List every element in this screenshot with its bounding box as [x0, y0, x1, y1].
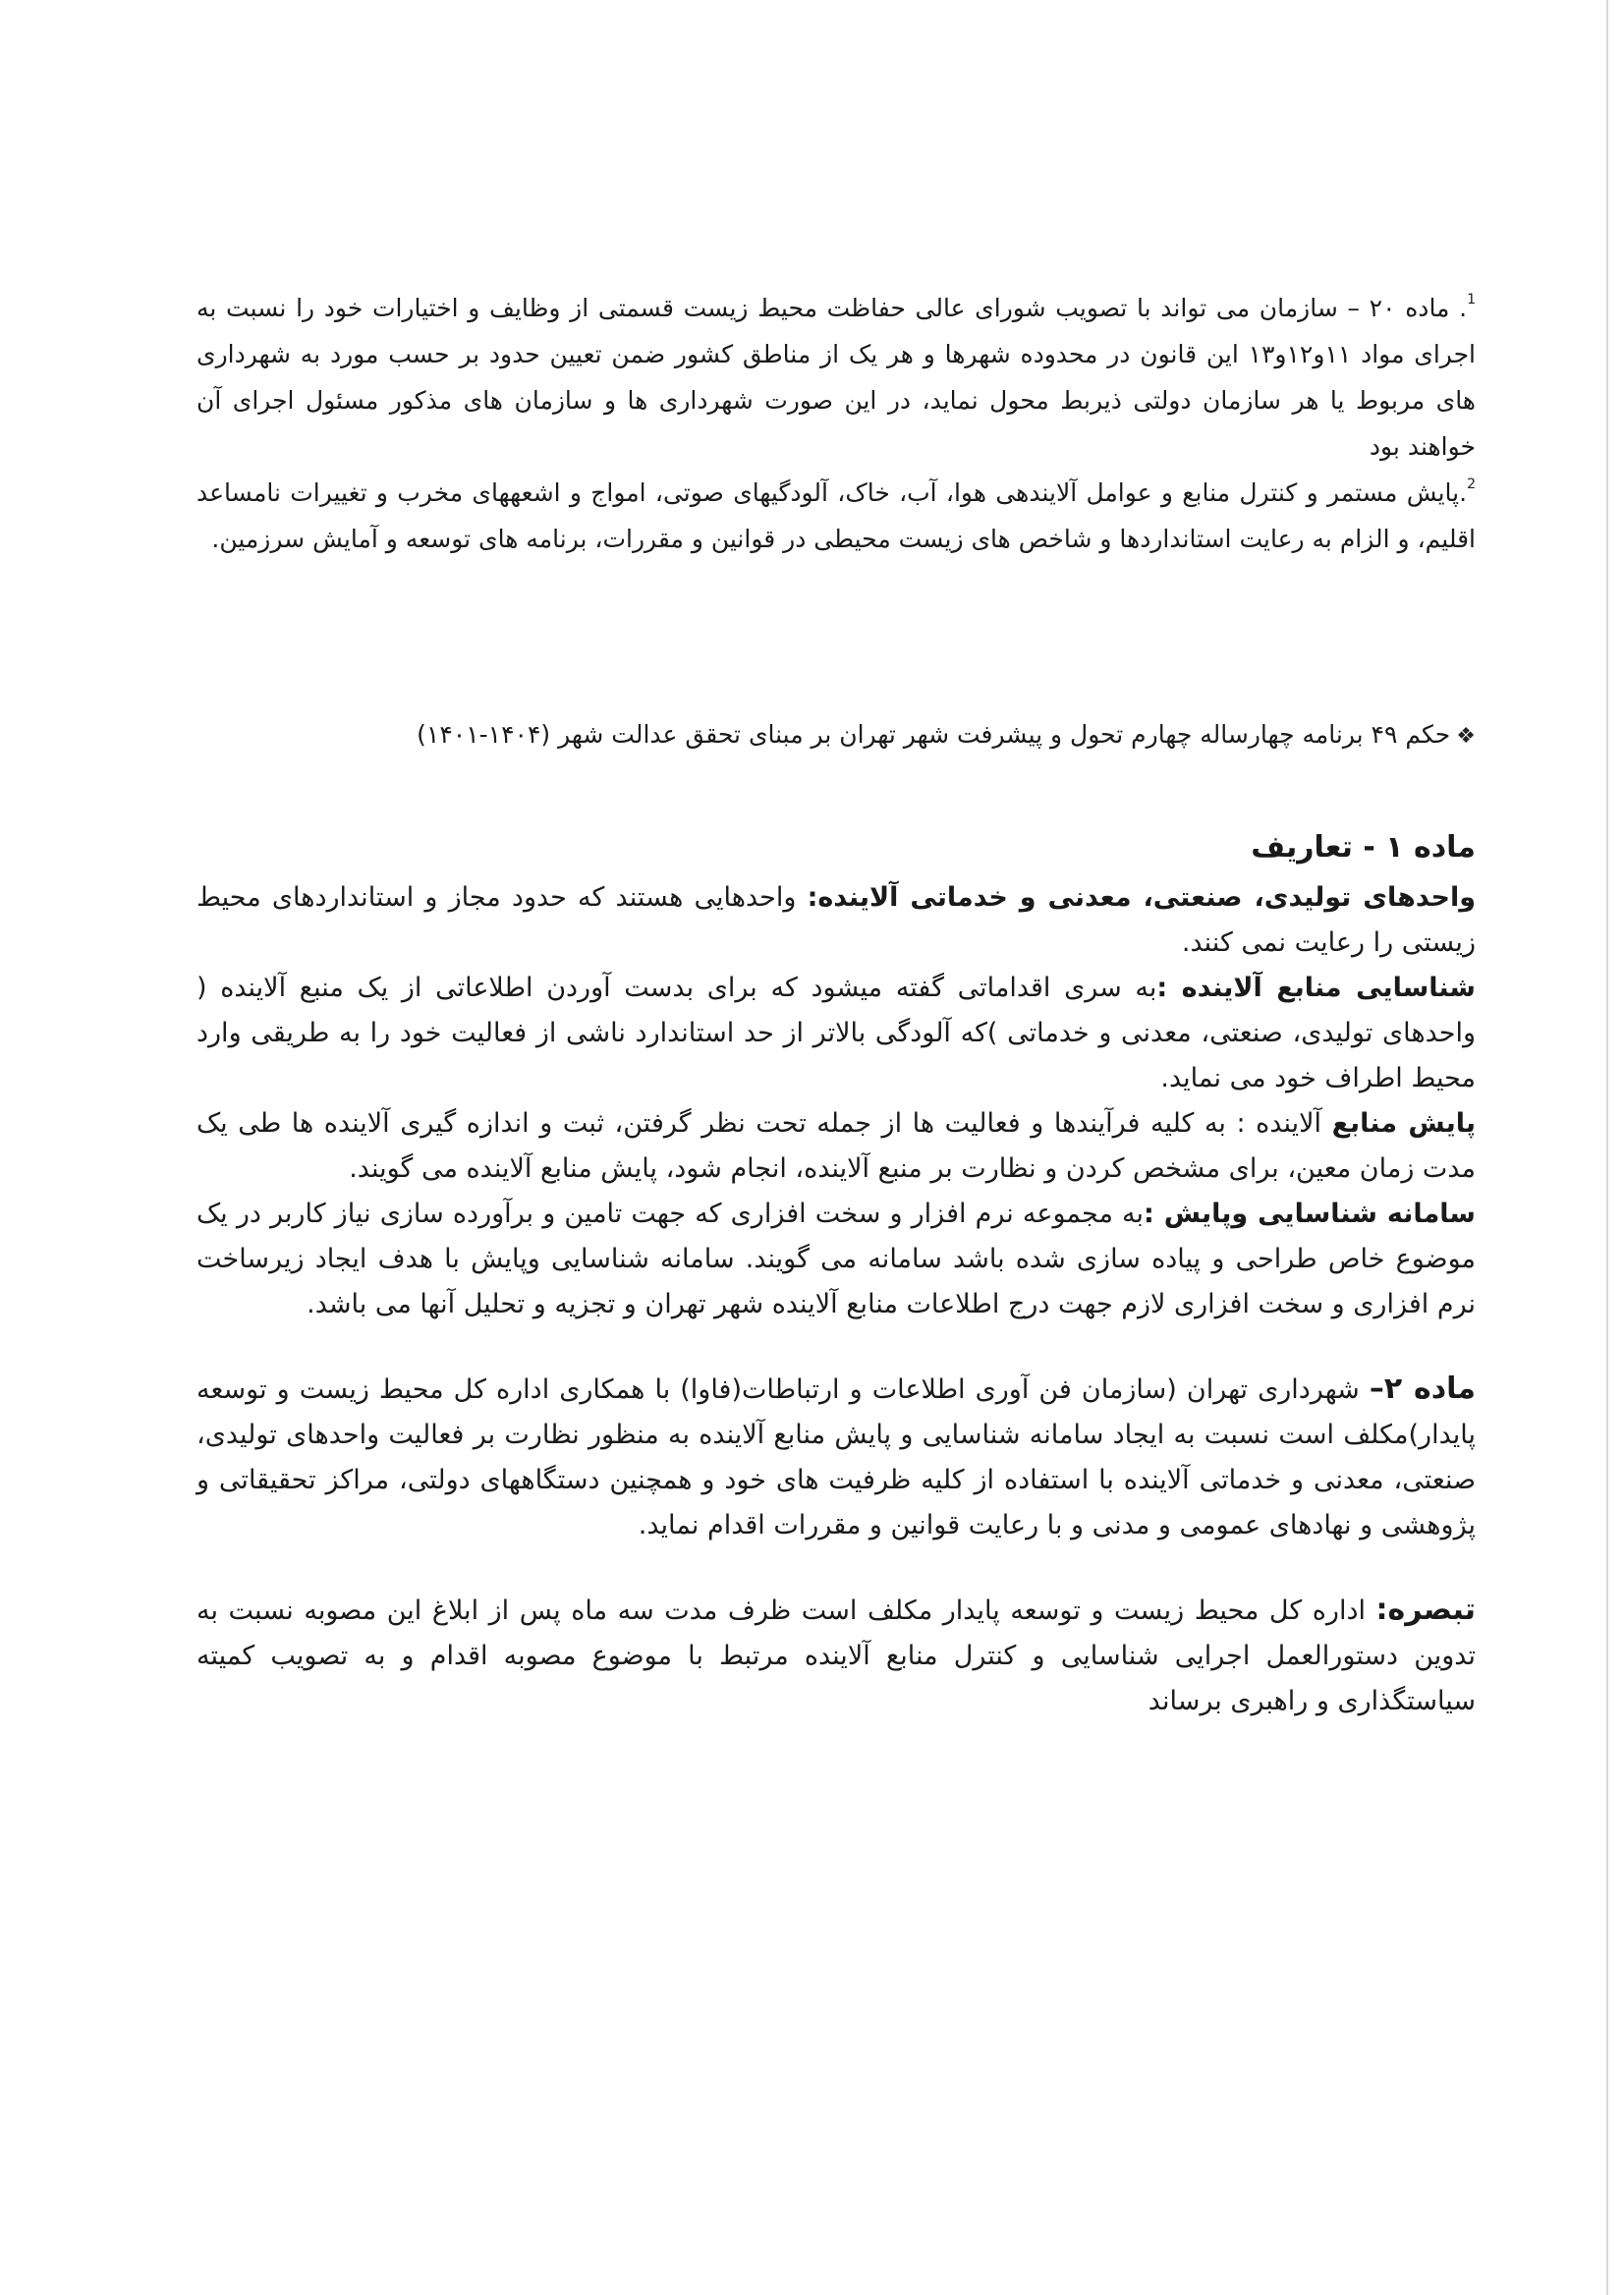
scan-edge-line: [1606, 0, 1608, 2295]
footnote-text: .پایش مستمر و کنترل منابع و عوامل آلایندهی هوا، آب، خاک، آلودگیهای صوتی، امواج و اشعههای مخرب و تغییرات نامساعد اقلیم، و الزام به رعایت استانداردها و شاخص های زیست محیطی در قوانین و مقررات، برنامه های توسعه و آمایش سرزمین.: [196, 478, 1476, 553]
diamond-bullet-icon: ❖: [1456, 724, 1476, 749]
spacer: [196, 1548, 1476, 1588]
article-2: [196, 1367, 1476, 1548]
article-2-text: شهرداری تهران (سازمان فن آوری اطلاعات و ارتباطات(فاوا) با همکاری اداره کل محیط زیست و توسعه پایدار)مکلف است نسبت به ایجاد سامانه شناسایی و پایش منابع آلاینده به منظور نظارت بر فعالیت واحدهای تولیدی، صنعتی، معدنی و خدماتی آلاینده با استفاده از کلیه ظرفیت های خود و همچنین دستگاههای دولتی، مراکز تحقیقاتی و پژوهشی و نهادهای عمومی و مدنی و با رعایت قوانین و مقررات اقدام نماید.: [196, 1374, 1476, 1540]
footnote-1: [196, 285, 1476, 470]
ruling-text: حکم ۴۹ برنامه چهارساله چهارم تحول و پیشرفت شهر تهران بر مبنای تحقق عدالت شهر (۱۴۰۴-۱۴۰۱): [417, 720, 1451, 749]
definition-monitoring-system: [196, 1192, 1476, 1327]
definition-term: پایش منابع: [1331, 1108, 1476, 1139]
definition-source-monitoring: [196, 1101, 1476, 1192]
footnote-text: . ماده ۲۰ – سازمان می تواند با تصویب شورای عالی حفاظت محیط زیست قسمتی از وظایف و اختیارات خود را نسبت به اجرای مواد ۱۱و۱۲و۱۳ این قانون در محدوده شهرها و هر یک از مناطق کشور ضمن تعیین حدود بر حسب مورد به شهرداری های مربوط یا هر سازمان دولتی ذیربط محول نماید، در این صورت شهرداری ها و سازمان های مذکور مسئول اجرای آن خواهند بود: [196, 294, 1476, 461]
definition-term: شناسایی منابع آلاینده :: [1156, 973, 1476, 1003]
note-label: تبصره:: [1375, 1593, 1476, 1627]
main-content: [196, 820, 1476, 1724]
note-text: اداره کل محیط زیست و توسعه پایدار مکلف است ظرف مدت سه ماه پس از ابلاغ این مصوبه نسبت به تدوین دستورالعمل اجرایی شناسایی و کنترل منابع آلاینده مرتبط با موضوع مصوبه اقدام و به تصویب کمیته سیاستگذاری و راهبری برساند: [196, 1595, 1476, 1716]
definition-term: واحدهای تولیدی، صنعتی، معدنی و خدماتی آلاینده:: [807, 882, 1476, 913]
definition-text: واحدهایی هستند که حدود مجاز و استانداردهای محیط زیستی را رعایت نمی کنند.: [196, 882, 1476, 958]
article-1-heading: ماده ۱ - تعاریف: [1251, 830, 1476, 865]
definition-text: به مجموعه نرم افزار و سخت افزاری که جهت تامین و برآورده سازی نیاز کاربر در یک موضوع خاص طراحی و پیاده سازی شده باشد سامانه می گویند. سامانه شناسایی وپایش با هدف ایجاد زیرساخت نرم افزاری و سخت افزاری لازم جهت درج اطلاعات منابع آلاینده شهر تهران و تجزیه و تحلیل آنها می باشد.: [196, 1199, 1476, 1319]
footnote-marker: 1: [1467, 292, 1477, 308]
definition-source-identification: [196, 966, 1476, 1101]
footnotes-section: [196, 285, 1476, 562]
definition-text: به سری اقداماتی گفته میشود که برای بدست آوردن اطلاعاتی از یک منبع آلاینده ( واحدهای تولیدی، صنعتی، معدنی و خدماتی )که آلودگی بالاتر از حد استاندارد ناشی از فعالیت خود را به طریقی وارد محیط اطراف خود می نماید.: [196, 973, 1476, 1093]
definition-text: آلاینده : به کلیه فرآیندها و فعالیت ها از جمله تحت نظر گرفتن، ثبت و اندازه گیری آلاینده ها طی یک مدت زمان معین، برای مشخص کردن و نظارت بر منبع آلاینده، انجام شود، پایش منابع آلاینده می گویند.: [196, 1108, 1476, 1184]
note-paragraph: [196, 1588, 1476, 1724]
definition-polluting-units: [196, 875, 1476, 966]
definition-term: سامانه شناسایی وپایش :: [1144, 1199, 1476, 1229]
footnote-marker: 2: [1467, 476, 1476, 492]
ruling-reference: [216, 715, 1476, 756]
footnote-2: [196, 470, 1476, 562]
article-2-label: ماده ۲–: [1369, 1371, 1476, 1406]
spacer: [196, 1327, 1476, 1367]
